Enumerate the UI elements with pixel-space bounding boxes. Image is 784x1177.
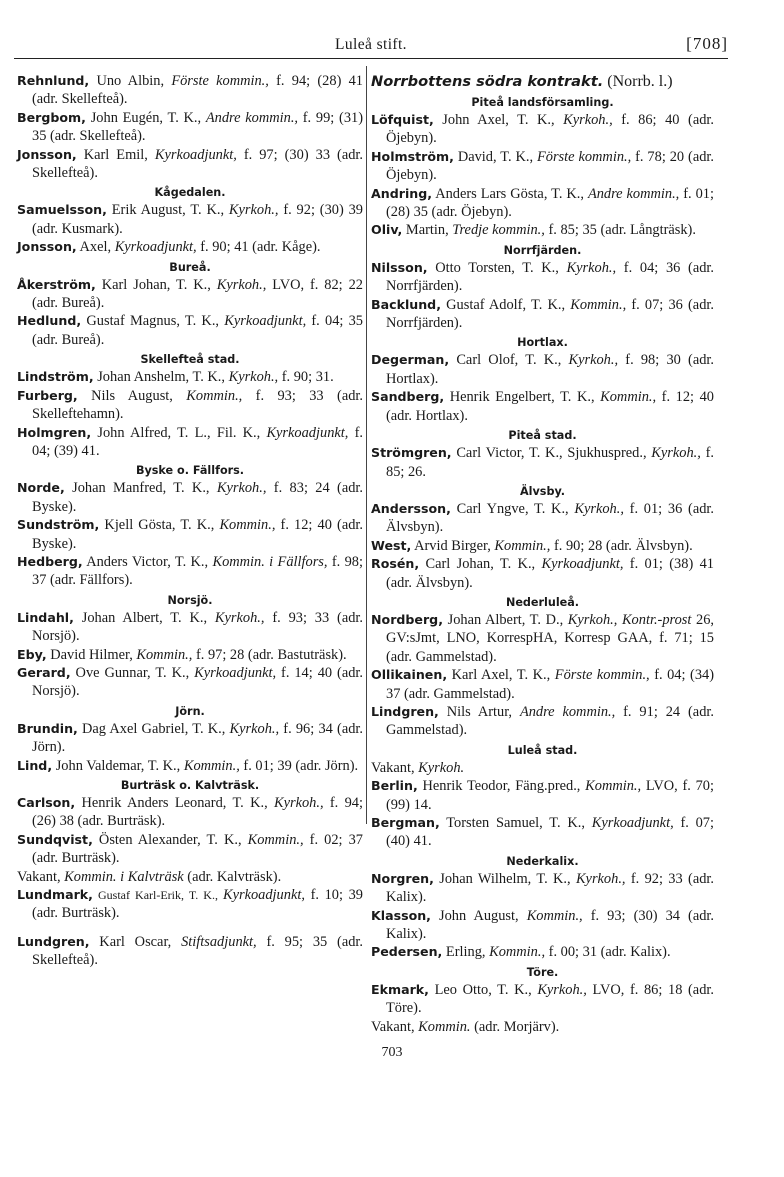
entry-name: Klasson,	[371, 907, 431, 923]
entry-name: Eby,	[17, 646, 47, 662]
section-heading: Töre.	[526, 965, 559, 979]
entry-title: Kommin.,	[570, 296, 627, 313]
entry-title: Kyrkoadjunkt,	[194, 664, 277, 681]
entry	[371, 444, 714, 481]
entry-details: f. 95; 35 (adr. Skellefteå).	[32, 933, 364, 969]
section-heading: Bureå.	[169, 260, 211, 274]
entry-details: f. 93; 33 (adr. Skelleftehamn).	[32, 387, 364, 423]
entry	[17, 609, 363, 646]
entry-text: Johan Albert, T. D.,	[442, 611, 568, 628]
page-header	[14, 34, 728, 59]
entry	[17, 72, 363, 109]
entry-title: Förste kommin.,	[171, 73, 269, 89]
entry-text: Johan Manfred, T. K.,	[64, 480, 217, 497]
entry-name: Pedersen,	[371, 944, 443, 960]
section-heading: Piteå landsförsamling.	[471, 96, 614, 109]
entry-text: Erling,	[442, 944, 490, 961]
section-heading: Burträsk o. Kalvträsk.	[120, 779, 260, 792]
header-title: Luleå stift.	[335, 36, 407, 53]
entry-name: Hedberg,	[17, 553, 83, 569]
entry-name: Jonsson,	[17, 146, 77, 162]
entry-details: LVO, f. 86; 18 (adr. Töre).	[386, 981, 714, 1017]
entry-name: Ollikainen,	[371, 667, 448, 683]
entry-name: Rehnlund,	[17, 73, 90, 88]
entry	[17, 238, 363, 256]
section-heading: Älvsby.	[520, 484, 565, 498]
entry-title: Kyrkoh.,	[214, 609, 265, 626]
entry-details: f. 98; 30 (adr. Hortlax).	[386, 352, 714, 387]
entry-details: (adr. Kalvträsk).	[183, 868, 282, 885]
entry-details: f. 92; (30) 39 (adr. Kusmark).	[32, 202, 363, 237]
entry	[17, 553, 363, 590]
entry-title: Förste kommin.,	[536, 148, 632, 165]
entry-title: Andre kommin.,	[519, 703, 616, 720]
entry-text: Johan Albert, T. K.,	[73, 609, 215, 626]
entry-name: Holmström,	[371, 148, 454, 164]
entry	[17, 720, 363, 757]
entry-text: Henrik Anders Leonard, T. K.,	[75, 795, 274, 811]
entry	[371, 185, 714, 222]
entry-details: f. 01; 36 (adr. Älvsbyn).	[386, 500, 714, 536]
entry-details: f. 12; 40 (adr. Hortlax).	[386, 389, 714, 424]
entry-text: Ove Gunnar, T. K.,	[70, 664, 195, 681]
entry-name: Brundin,	[17, 720, 78, 736]
entry	[371, 388, 714, 425]
entry-title: Kyrkoh.,	[216, 480, 267, 497]
entry	[17, 368, 363, 386]
entry-title: Kyrkoh.,	[566, 259, 617, 276]
entry-details: f. 04; 35 (adr. Bureå).	[32, 313, 363, 348]
entry-name: Åkerström,	[17, 276, 96, 292]
entry-details: f. 96; 34 (adr. Jörn).	[32, 720, 363, 756]
section-heading: Hortlax.	[517, 336, 568, 350]
entry-details: f. 97; 28 (adr. Bastuträsk).	[192, 646, 347, 663]
entry-details: f. 12; 40 (adr. Byske).	[32, 517, 363, 552]
entry-name: Gerard,	[17, 664, 71, 680]
entry-title: Stiftsadjunkt,	[181, 933, 257, 950]
entry	[17, 479, 363, 516]
entry	[371, 703, 714, 740]
entry-details: f. 04; (39) 41.	[32, 424, 363, 459]
entry-details: f. 01; (28) 35 (adr. Öjebyn).	[386, 185, 714, 221]
entry-details: f. 94; (26) 38 (adr. Burträsk).	[32, 795, 363, 830]
entry	[371, 221, 714, 239]
section-heading: Kågedalen.	[154, 186, 226, 200]
entry	[371, 981, 714, 1018]
entry	[371, 814, 714, 851]
entry-title: Kyrkoh.,	[274, 795, 324, 811]
entry-text: Vakant,	[17, 868, 65, 885]
entry-name: Lind,	[17, 757, 53, 773]
entry-title: Kyrkoadjunkt,	[154, 146, 237, 163]
entry-text: Dag Axel Gabriel, T. K.,	[77, 720, 230, 737]
entry	[371, 259, 714, 296]
entry-details: f. 86; 40 (adr. Öjebyn).	[386, 112, 714, 147]
entry-text: Gustaf Karl-Erik, T. K.,	[92, 888, 223, 903]
entry	[17, 886, 363, 923]
entry-text: Nils August,	[77, 387, 187, 404]
entry-name: Nordberg,	[371, 611, 443, 627]
entry-text: John Axel, T. K.,	[433, 112, 564, 128]
entry-name: Jonsson,	[17, 239, 77, 255]
entry-text: John Alfred, T. L., Fil. K.,	[91, 424, 267, 441]
entry	[17, 516, 363, 553]
entry-name: Lindgren,	[371, 703, 439, 719]
entry-details: (adr. Morjärv).	[470, 1018, 560, 1035]
entry	[371, 759, 714, 777]
entry-text: Vakant,	[371, 1018, 419, 1035]
entry	[371, 1018, 714, 1036]
entry-details: f. 93; 33 (adr. Norsjö).	[32, 609, 364, 645]
section-heading: Nederluleå.	[505, 595, 580, 609]
entry	[17, 109, 363, 146]
entry	[17, 831, 363, 868]
entry-name: Sundqvist,	[17, 831, 93, 847]
column-divider	[366, 66, 367, 824]
header-page-number: [708]	[686, 34, 728, 53]
entry-title: Tredje kommin.,	[452, 222, 545, 239]
entry-name: Lundmark,	[17, 887, 93, 903]
footer-page-number: 703	[381, 1045, 403, 1060]
entry-text: Johan Anshelm, T. K.,	[93, 369, 229, 386]
entry	[371, 351, 714, 388]
entry-text: Kjell Gösta, T. K.,	[99, 517, 220, 534]
entry-name: Rosén,	[371, 556, 420, 572]
entry	[371, 537, 714, 555]
entry	[371, 943, 714, 961]
entry-text: Karl Oscar,	[89, 933, 182, 950]
entry-text: Erik August, T. K.,	[106, 202, 229, 219]
entry-details: f. 00; 31 (adr. Kalix).	[545, 944, 671, 961]
entry-text: Torsten Samuel, T. K.,	[439, 815, 592, 831]
contract-name: Norrbottens södra kontrakt.	[371, 73, 604, 90]
entry-details: f. 02; 37 (adr. Burträsk).	[32, 831, 363, 867]
entry-name: Andersson,	[371, 500, 451, 516]
entry	[17, 387, 363, 424]
entry	[371, 111, 714, 148]
entry-details: f. 90; 31.	[278, 369, 334, 386]
entry	[17, 424, 363, 461]
entry-name: Norde,	[17, 480, 65, 496]
entry-title: Kyrkoh.,	[563, 112, 613, 128]
entry-text: John Valdemar, T. K.,	[52, 757, 184, 774]
entry-title: Kommin.,	[526, 907, 583, 924]
entry-title: Kyrkoadjunkt,	[114, 239, 197, 256]
entry-text: John Eugén, T. K.,	[85, 109, 206, 126]
entry	[17, 933, 363, 970]
entry-details: LVO, f. 82; 22 (adr. Bureå).	[32, 276, 363, 312]
entry-details: f. 93; (30) 34 (adr. Kalix).	[386, 907, 715, 943]
entry-text: Karl Axel, T. K.,	[447, 667, 555, 684]
entry-title: Kommin. i Kalvträsk	[64, 868, 184, 885]
entry-title: Kyrkoh., Kontr.-prost	[567, 611, 692, 628]
contract-abbrev: (Norrb. l.)	[603, 73, 673, 90]
entry-text: Anders Lars Gösta, T. K.,	[432, 185, 588, 202]
entry-title: Kyrkoh.,	[574, 500, 624, 517]
section-heading: Nederkalix.	[506, 854, 579, 868]
entry-name: Oliv,	[371, 222, 403, 238]
entry-title: Kommin.	[418, 1018, 471, 1035]
entry-title: Kommin.,	[600, 389, 657, 406]
entry-text: Carl Yngve, T. K.,	[450, 500, 575, 517]
entry-text: John August,	[430, 907, 527, 924]
entry	[17, 664, 363, 701]
section-heading: Piteå stad.	[508, 429, 577, 443]
entry-details: f. 99; (31) 35 (adr. Skellefteå).	[32, 109, 363, 145]
entry-name: Samuelsson,	[17, 202, 107, 218]
entry	[17, 276, 363, 313]
entry-title: Kyrkoh.,	[568, 352, 619, 369]
entry-text: Uno Albin,	[89, 73, 172, 89]
entry-text: Nils Artur,	[438, 703, 520, 720]
entry-title: Kyrkoh.,	[575, 870, 626, 887]
entry-name: Strömgren,	[371, 445, 452, 461]
entry-text: Henrik Teodor, Fäng.pred.,	[417, 778, 586, 795]
entry-title: Kyrkoh.,	[651, 445, 701, 462]
entry-title: Kommin.,	[585, 778, 642, 795]
entry	[17, 312, 363, 349]
entry-details: f. 92; 33 (adr. Kalix).	[386, 870, 715, 906]
entry-text: David Hilmer,	[46, 646, 137, 663]
entry-title: Kyrkoh.,	[216, 276, 267, 293]
entry-name: Lundgren,	[17, 933, 90, 949]
entry-title: Kyrkoh.	[418, 759, 465, 776]
entry-details: f. 94; (28) 41 (adr. Skellefteå).	[32, 73, 363, 108]
entry-details: f. 10; 39 (adr. Burträsk).	[32, 887, 363, 922]
entry-name: Andring,	[371, 185, 433, 201]
entry	[17, 146, 363, 183]
entry	[371, 777, 714, 814]
entry-details: f. 07; 36 (adr. Norrfjärden).	[386, 296, 714, 332]
entry-name: Löfquist,	[371, 112, 434, 127]
entry-title: Kommin.,	[186, 387, 243, 404]
entry-text: Östen Alexander, T. K.,	[92, 831, 248, 848]
entry-title: Kommin. i Fällfors,	[212, 553, 328, 570]
entry-text: Carl Johan, T. K.,	[419, 556, 542, 573]
entry-details: f. 01; (38) 41 (adr. Älvsbyn).	[386, 556, 714, 591]
entry-name: West,	[371, 537, 412, 553]
entry-title: Andre kommin.,	[205, 109, 299, 126]
entry-name: Carlson,	[17, 795, 76, 810]
entry-text: Axel,	[76, 239, 115, 256]
entry-title: Kyrkoadjunkt,	[541, 556, 624, 573]
entry-text: Arvid Birger,	[411, 537, 495, 554]
entry-name: Norgren,	[371, 870, 434, 886]
entry-details: LVO, f. 70; (99) 14.	[386, 778, 714, 813]
section-heading: Jörn.	[175, 704, 205, 718]
entry-details: f. 90; 28 (adr. Älvsbyn).	[550, 537, 693, 554]
section-heading: Norrfjärden.	[503, 243, 582, 257]
entry-text: Carl Victor, T. K., Sjukhuspred.,	[451, 445, 652, 462]
entry-details: f. 07; (40) 41.	[386, 815, 714, 850]
entry-name: Berlin,	[371, 778, 418, 794]
entry-details: f. 91; 24 (adr. Gammelstad).	[386, 703, 714, 739]
entry	[371, 148, 714, 185]
entry	[371, 296, 714, 333]
entry-text: Anders Victor, T. K.,	[82, 553, 213, 570]
entry	[371, 555, 714, 592]
entry-name: Holmgren,	[17, 424, 92, 440]
entry-name: Sundström,	[17, 517, 100, 533]
entry-text: Johan Wilhelm, T. K.,	[433, 870, 576, 887]
entry-name: Nilsson,	[371, 259, 428, 275]
left-column	[17, 72, 363, 970]
entry-name: Sandberg,	[371, 389, 445, 405]
entry-details: f. 90; 41 (adr. Kåge).	[196, 239, 321, 256]
entry	[17, 868, 363, 886]
entry-details: f. 04; (34) 37 (adr. Gammelstad).	[386, 667, 715, 702]
entry	[17, 201, 363, 238]
entry	[371, 666, 714, 703]
entry-name: Bergman,	[371, 815, 440, 830]
entry-details: f. 14; 40 (adr. Norsjö).	[32, 664, 363, 700]
entry-title: Kommin.,	[136, 646, 193, 663]
entry-name: Ekmark,	[371, 981, 429, 997]
entry-name: Lindström,	[17, 369, 94, 385]
entry-title: Kyrkoadjunkt,	[224, 313, 307, 330]
entry	[371, 907, 714, 944]
entry-text: Vakant,	[371, 759, 419, 776]
entry-details: 26, GV:sJmt, LNO, KorrespHA, Korresp GAA, f. 71; 15 (adr. Gammelstad).	[386, 611, 714, 665]
entry-title: Kyrkoadjunkt,	[591, 815, 674, 831]
entry-title: Förste kommin.,	[554, 667, 650, 684]
entry-text: Otto Torsten, T. K.,	[427, 259, 567, 276]
entry-title: Andre kommin.,	[587, 185, 680, 202]
entry-text: Leo Otto, T. K.,	[428, 981, 538, 998]
entry	[371, 870, 714, 907]
section-heading: Skellefteå stad.	[140, 353, 240, 367]
entry-name: Furberg,	[17, 387, 78, 403]
entry-details: f. 83; 24 (adr. Byske).	[32, 480, 364, 515]
entry-title: Kyrkoh.,	[228, 202, 279, 219]
section-heading: Luleå stad.	[507, 743, 578, 757]
spacer	[17, 923, 363, 933]
entry-text: Martin,	[402, 222, 453, 239]
entry-name: Backlund,	[371, 296, 441, 312]
right-column	[371, 72, 714, 1036]
entry-details: f. 97; (30) 33 (adr. Skellefteå).	[32, 146, 363, 182]
entry-text: Gustaf Magnus, T. K.,	[81, 313, 225, 330]
entry-title: Kommin.,	[183, 757, 240, 774]
entry-details: f. 78; 20 (adr. Öjebyn).	[386, 148, 714, 184]
entry-text: Karl Emil,	[76, 146, 155, 163]
entry-title: Kommin.,	[489, 944, 546, 961]
entry-title: Kommin.,	[247, 831, 304, 848]
entry-details: f. 04; 36 (adr. Norrfjärden).	[386, 259, 715, 295]
entry	[17, 794, 363, 831]
entry	[371, 500, 714, 537]
entry	[371, 611, 714, 666]
entry-text: Gustaf Adolf, T. K.,	[441, 296, 571, 313]
section-heading: Byske o. Fällfors.	[135, 464, 245, 478]
entry-details: f. 85; 26.	[386, 445, 714, 480]
entry-name: Bergbom,	[17, 109, 86, 125]
entry-title: Kyrkoh.,	[537, 981, 587, 998]
section-heading: Norsjö.	[167, 593, 213, 607]
entry-title: Kyrkoh.,	[229, 720, 280, 737]
entry-title: Kommin.,	[494, 537, 551, 554]
entry-title: Kyrkoadjunkt,	[223, 887, 305, 904]
entry-title: Kommin.,	[219, 517, 276, 534]
entry-details: f. 01; 39 (adr. Jörn).	[239, 757, 359, 774]
entry	[17, 646, 363, 664]
entry-title: Kyrkoh.,	[228, 369, 279, 386]
entry-details: f. 85; 35 (adr. Långträsk).	[544, 222, 696, 239]
entry-details: f. 98; 37 (adr. Fällfors).	[32, 553, 363, 589]
contract-heading	[371, 72, 714, 92]
entry-name: Hedlund,	[17, 313, 82, 329]
entry-title: Kyrkoadjunkt,	[266, 424, 349, 441]
entry-text: Henrik Engelbert, T. K.,	[444, 389, 601, 406]
entry-text: Carl Olof, T. K.,	[449, 352, 569, 369]
entry-text: Karl Johan, T. K.,	[95, 276, 217, 293]
entry-name: Degerman,	[371, 352, 450, 368]
entry-text: David, T. K.,	[453, 148, 537, 165]
entry	[17, 757, 363, 775]
entry-name: Lindahl,	[17, 609, 74, 625]
